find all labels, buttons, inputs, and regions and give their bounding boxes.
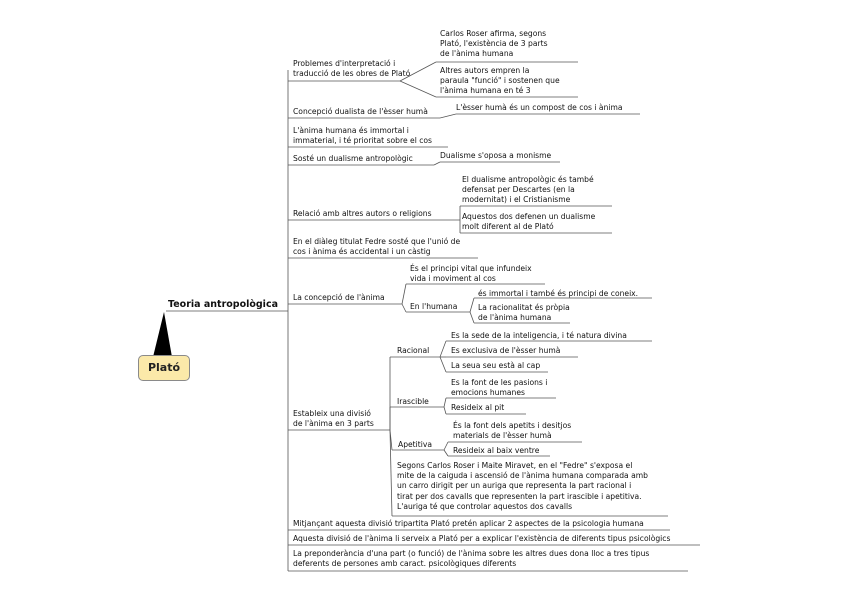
connector-line [402, 304, 406, 312]
leaf-rational-intelligence[interactable]: Es la sede de la inteligencia, i té natura divina [451, 331, 627, 340]
connector-line [440, 357, 446, 372]
leaf-rational-exclusive[interactable]: Es exclusiva de l'èsser humà [451, 346, 561, 355]
subtopic-dualism-vs-monism[interactable]: Dualisme s'oposa a monisme [440, 151, 552, 160]
part-appetitive[interactable]: Apetitiva [398, 440, 433, 449]
subtopic-different-dualism[interactable]: Aquestos dos defenen un dualisme molt diferent al de Plató [462, 212, 596, 232]
connector-line [444, 450, 448, 456]
connector-line [440, 341, 446, 357]
topic-other-authors[interactable]: Relació amb altres autors o religions [293, 209, 432, 218]
connector-line [470, 312, 474, 323]
leaf-appetitive-desires[interactable]: És la font dels apetits i desitjos materials de l'èsser humà [453, 421, 572, 441]
connector-line [444, 398, 446, 407]
connector-line [434, 162, 440, 165]
leaf-immortal-knowledge[interactable]: és immortal i també és principi de coneix. [478, 289, 639, 298]
root-callout-wedge [153, 312, 172, 357]
subtopic-descartes-christianity[interactable]: El dualisme antropològic és també defensat per Descartes (en la modernitat) i el Cristianisme [462, 175, 594, 205]
topic-fedre-dialogue[interactable]: En el diàleg titulat Fedre sosté que l'unió de cos i ànima és accidental i un càstig [293, 237, 461, 257]
subtopic-roser-three-parts[interactable]: Carlos Roser afirma, segons Plató, l'existència de 3 parts de l'ànima humana [440, 29, 548, 59]
topic-part-preponderance[interactable]: La preponderància d'una part (o funció) de l'ànima sobre les altres dues dona lloc a tres tipus deferents de persones amb caract. psicològiques diferents [293, 549, 650, 569]
subtopic-body-soul-compound[interactable]: L'èsser humà és un compost de cos i ànima [456, 103, 623, 112]
topic-interpretation[interactable]: Problemes d'interpretació i traducció de les obres de Plató [293, 59, 411, 79]
leaf-irascible-chest[interactable]: Resideix al pit [451, 403, 505, 412]
connector-line [402, 284, 406, 304]
note-chariot-myth[interactable]: Segons Carlos Roser i Maite Miravet, en el "Fedre" s'exposa el mite de la caiguda i ascensió de l'ànima humana comparada amb un carro dirigit per un auriga que representa la part racional i tirat per dos cavalls que representen la part irascible i apetitiva. L'auriga té que controlar aquestos dos cavalls [397, 461, 648, 511]
topic-dualist-conception[interactable]: Concepció dualista de l'èsser humà [293, 107, 428, 116]
leaf-rational-head[interactable]: La seua seu està al cap [451, 361, 541, 370]
part-irascible[interactable]: Irascible [397, 397, 429, 406]
topic-anthropological-dualism[interactable]: Sosté un dualisme antropològic [293, 154, 413, 163]
leaf-appetitive-belly[interactable]: Resideix al baix ventre [453, 446, 540, 455]
connector-line [444, 407, 446, 414]
topic-immortal-soul[interactable]: L'ànima humana és immortal i immaterial, i té prioritat sobre el cos [293, 126, 433, 146]
connector-line [440, 114, 456, 118]
connector-line [400, 81, 436, 97]
topic-soul-conception[interactable]: La concepció de l'ànima [293, 293, 385, 302]
topic-psychological-types[interactable]: Aquesta divisió de l'ànima li serveix a Plató per a explicar l'existència de diferents tipus psicològics [293, 534, 671, 543]
topic-three-parts[interactable]: Estableix una divisió de l'ànima en 3 parts [293, 409, 374, 429]
subtopic-vital-principle[interactable]: És el principi vital que infundeix vida i moviment al cos [410, 264, 532, 284]
connector-line [470, 298, 474, 312]
topic-tripartite-aspects[interactable]: Mitjançant aquesta divisió tripartita Plató pretén aplicar 2 aspectes de la psicologia humana [293, 519, 644, 528]
subtopic-in-human[interactable]: En l'humana [410, 302, 458, 311]
part-rational[interactable]: Racional [397, 346, 430, 355]
root-node[interactable]: Plató [138, 355, 190, 381]
leaf-irascible-passions[interactable]: Es la font de les pasions i emocions humanes [451, 378, 548, 398]
subtopic-other-authors-function[interactable]: Altres autors empren la paraula "funció" i sostenen que l'ànima humana en té 3 [440, 66, 560, 96]
main-topic-label[interactable]: Teoria antropològica [168, 299, 278, 310]
leaf-rationality[interactable]: La racionalitat és pròpia de l'ànima humana [478, 303, 570, 323]
connector-line [444, 442, 448, 450]
